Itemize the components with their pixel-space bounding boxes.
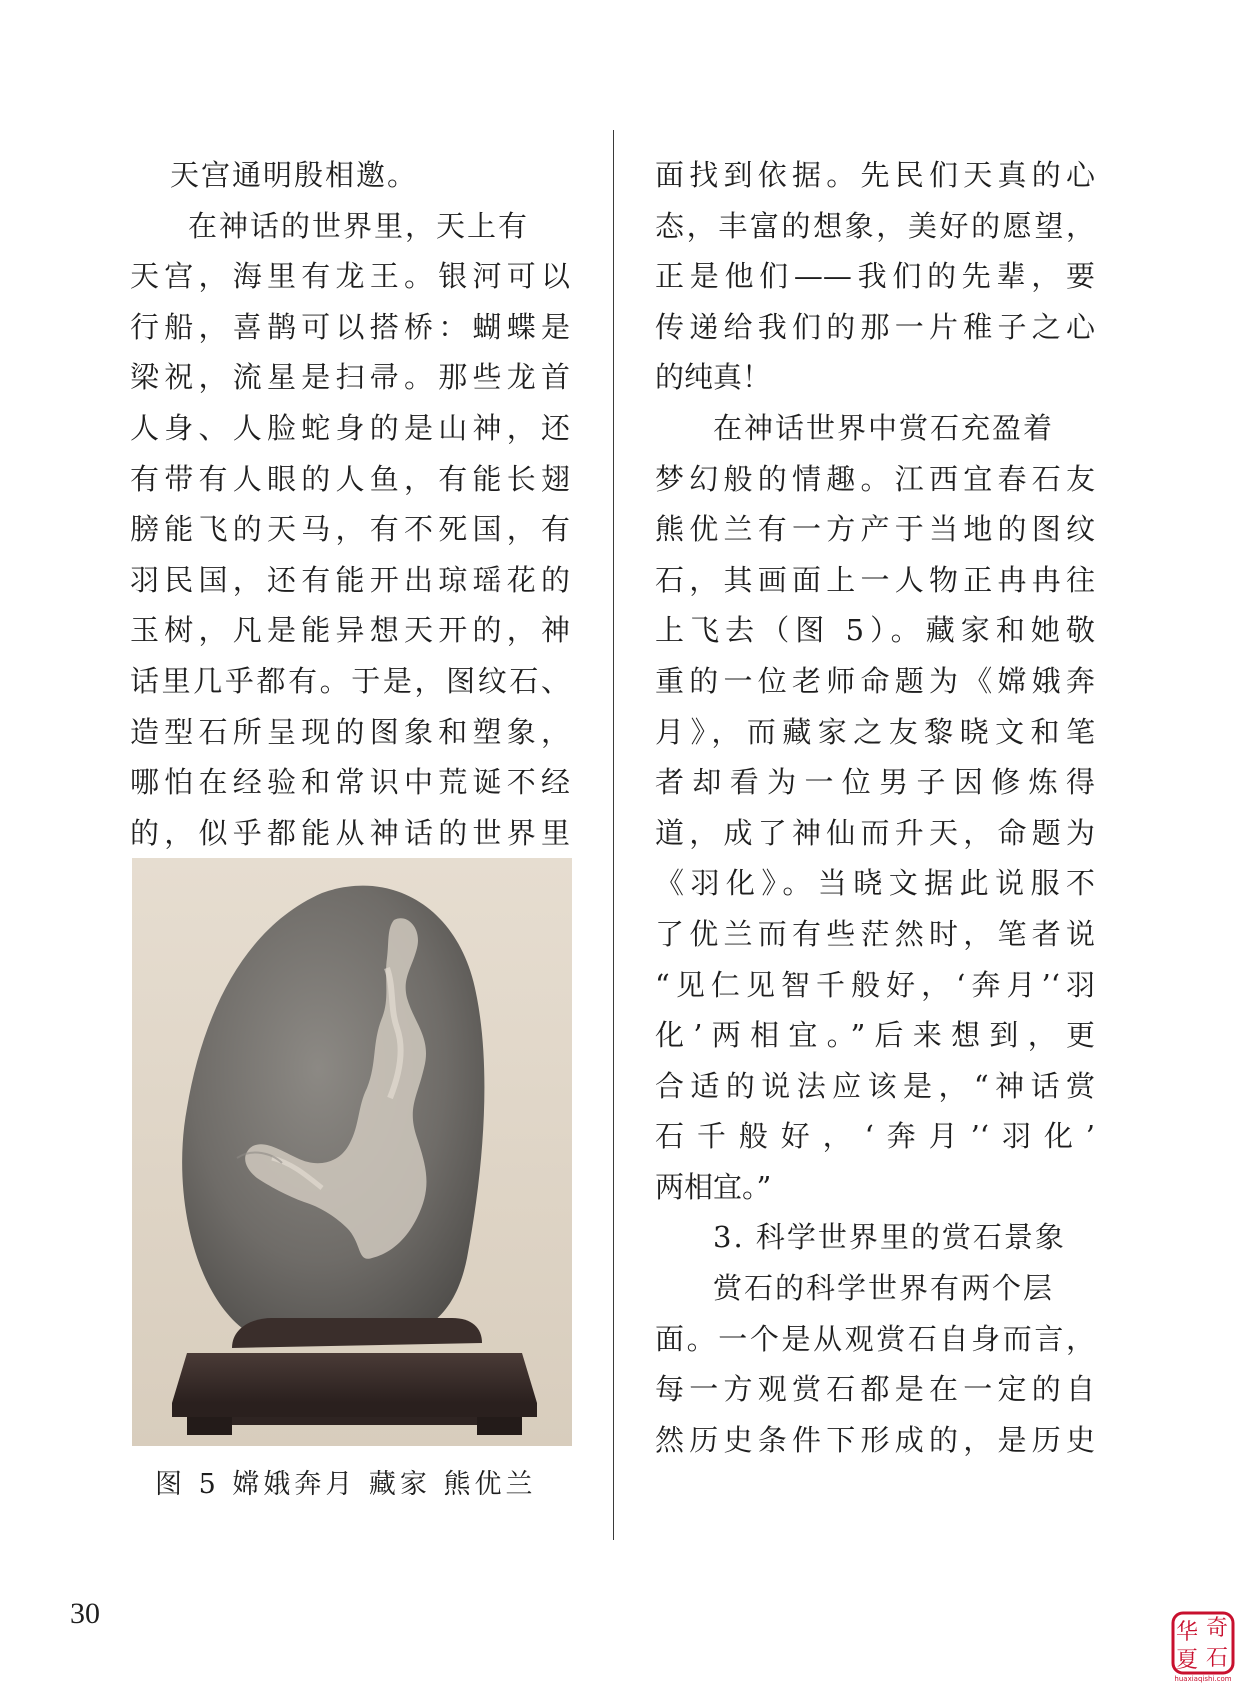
text-line: 玉树，凡是能异想天开的，神 [130,613,570,648]
text-line: 哪怕在经验和常识中荒诞不经 [130,765,570,800]
seal-char: 夏 [1175,1648,1199,1673]
text-line: 的纯真！ [655,360,772,395]
text-line: 梦幻般的情趣。江西宜春石友 [655,461,1095,496]
text-line: 石，其画面上一人物正冉冉往 [655,562,1095,597]
text-line: 话里几乎都有。于是，图纹石、 [130,663,570,698]
text-line: 行船，喜鹊可以搭桥：蝴蝶是 [130,309,570,344]
text-line: 者却看为一位男子因修炼得 [655,765,1095,800]
text-line: 石千般好，‘奔月’‘羽化’ [655,1119,1095,1154]
text-line: 在神话的世界里，天上有 [188,208,530,243]
text-line: 月》，而藏家之友黎晓文和笔 [655,714,1095,749]
text-line: 《羽化》。当晓文据此说服不 [655,866,1095,901]
seal-char: 石 [1205,1646,1229,1671]
text-line: 梁祝，流星是扫帚。那些龙首 [130,360,570,395]
text-line: 人身、人脸蛇身的是山神，还 [130,410,570,445]
text-line: 重的一位老师命题为《嫦娥奔 [655,663,1095,698]
text-line: 传递给我们的那一片稚子之心 [655,309,1095,344]
left-column [130,150,570,858]
text-line: 的，似乎都能从神话的世界里 [130,815,570,850]
text-line: 态，丰富的想象，美好的愿望， [655,208,1095,243]
text-line: 合适的说法应该是，“神话赏 [655,1068,1095,1103]
seal-char: 奇 [1205,1616,1229,1641]
text-line: 在神话世界中赏石充盈着 [713,410,1055,445]
column-divider [613,130,614,1540]
text-line: 然历史条件下形成的，是历史 [655,1422,1095,1457]
text-line: 膀能飞的天马，有不死国，有 [130,512,570,547]
watermark-logo [1165,1605,1241,1684]
text-line: 熊优兰有一方产于当地的图纹 [655,512,1095,547]
text-line: 道，成了神仙而升天，命题为 [655,815,1095,850]
seal-char: 华 [1175,1620,1199,1645]
text-line: “见仁见智千般好，‘奔月’‘羽 [655,967,1095,1002]
text-line: 上飞去（图 5）。藏家和她敬 [655,613,1095,648]
text-line: 面找到依据。先民们天真的心 [655,158,1095,192]
text-line: 了优兰而有些茫然时，笔者说 [655,916,1095,951]
text-line: 羽民国，还有能开出琼瑶花的 [130,562,570,597]
right-column [655,150,1095,1465]
stone-photo [132,858,572,1446]
page-number: 30 [70,1597,100,1630]
text-line: 面。一个是从观赏石自身而言， [655,1321,1095,1356]
text-line: 天宫，海里有龙王。银河可以 [130,259,570,294]
text-line: 两相宜。” [655,1169,772,1204]
figure-caption: 图 5 嫦娥奔月 藏家 熊优兰 [155,1469,537,1500]
seal-url: huaxiaqishi.com [1174,1675,1232,1683]
text-line: 天宫通明殷相邀。 [170,158,419,192]
text-line: 正是他们——我们的先辈，要 [655,259,1095,294]
section-heading: 3. 科学世界里的赏石景象 [713,1220,1066,1255]
text-line: 赏石的科学世界有两个层 [713,1271,1055,1306]
text-line: 造型石所呈现的图象和塑象， [130,714,570,749]
text-line: 每一方观赏石都是在一定的自 [655,1372,1095,1407]
text-line: 有带有人眼的人鱼，有能长翅 [130,461,570,496]
text-line: 化’两相宜。”后来想到，更 [655,1018,1095,1053]
